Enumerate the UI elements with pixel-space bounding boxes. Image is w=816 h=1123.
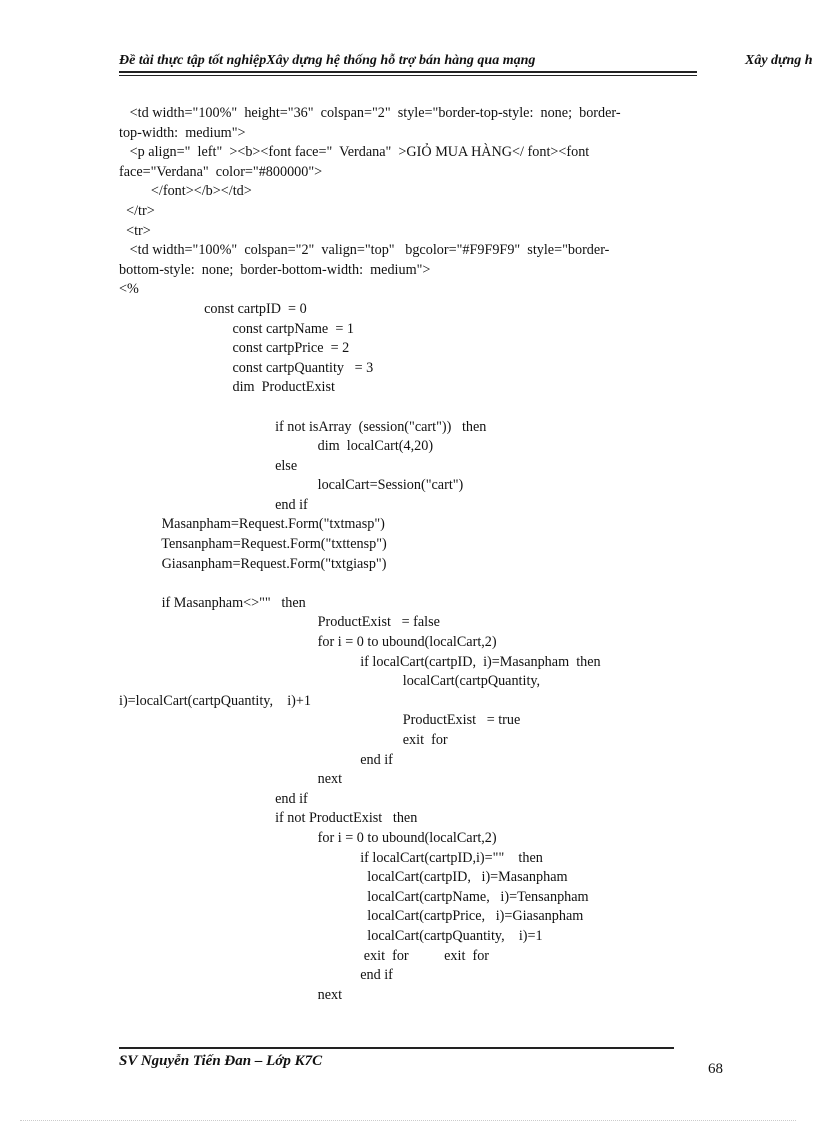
code-line: if localCart(cartpID, i)=Masanpham then (119, 653, 601, 670)
code-line: const cartpQuantity = 3 (119, 359, 374, 376)
code-line: dim ProductExist (119, 379, 335, 396)
page-edge-dotted-line (20, 1120, 796, 1121)
code-line: <p align=" left" ><b><font face=" Verdana" >GIỎ MUA HÀNG</ font><font (119, 144, 590, 161)
code-line: end if (119, 790, 308, 807)
code-line: next (119, 771, 343, 788)
code-line: Giasanpham=Request.Form("txtgiasp") (119, 555, 387, 572)
code-line: if not ProductExist then (119, 810, 418, 827)
header-title: Đề tài thực tập tốt nghiệpXây dựng hệ thống hỗ trợ bán hàng qua mạng (119, 53, 536, 68)
code-line: i)=localCart(cartpQuantity, i)+1 (119, 692, 311, 709)
code-line: const cartpID = 0 (119, 300, 307, 317)
code-line: <td width="100%" colspan="2" valign="top" bgcolor="#F9F9F9" style="border- (119, 242, 610, 259)
code-line: localCart(cartpPrice, i)=Giasanpham (119, 908, 584, 925)
code-line: localCart(cartpQuantity, (119, 673, 541, 690)
code-line: end if (119, 496, 308, 513)
code-line: dim localCart(4,20) (119, 438, 434, 455)
code-line: const cartpPrice = 2 (119, 340, 350, 357)
code-line: next (119, 986, 343, 1003)
code-line: <td width="100%" height="36" colspan="2" style="border-top-style: none; border- (119, 105, 621, 121)
footer-author: SV Nguyễn Tiến Đan – Lớp K7C (119, 1053, 323, 1069)
code-line: <tr> (119, 222, 151, 239)
code-line: if localCart(cartpID,i)="" then (119, 849, 543, 866)
code-line (119, 574, 679, 594)
code-line: end if (119, 751, 393, 768)
code-line: localCart(cartpName, i)=Tensanpham (119, 888, 589, 905)
code-line: if Masanpham<>"" then (119, 594, 306, 611)
code-line: face="Verdana" color="#800000"> (119, 163, 323, 180)
code-line: </font></b></td> (119, 183, 252, 200)
code-line: ProductExist = true (119, 712, 521, 729)
code-line: localCart=Session("cart") (119, 477, 464, 494)
code-line: else (119, 457, 298, 474)
code-listing (119, 104, 679, 1005)
code-line: for i = 0 to ubound(localCart,2) (119, 829, 497, 846)
code-line (119, 398, 679, 418)
code-line: Tensanpham=Request.Form("txttensp") (119, 536, 387, 553)
code-line: Masanpham=Request.Form("txtmasp") (119, 516, 385, 533)
code-line: ProductExist = false (119, 614, 440, 631)
code-line: for i = 0 to ubound(localCart,2) (119, 634, 497, 651)
code-line: <% (119, 281, 139, 298)
code-line: exit for exit for (119, 947, 490, 964)
code-line: localCart(cartpQuantity, i)=1 (119, 927, 543, 944)
code-line: exit for (119, 732, 448, 748)
code-line: top-width: medium"> (119, 124, 246, 141)
page-number: 68 (708, 1061, 723, 1077)
code-line: if not isArray (session("cart")) then (119, 418, 487, 435)
header-rule-thin (119, 75, 697, 76)
footer-rule (119, 1047, 674, 1049)
header-rule (119, 71, 697, 73)
code-line: </tr> (119, 202, 155, 219)
code-line: const cartpName = 1 (119, 320, 354, 337)
code-line: end if (119, 967, 393, 984)
header-title-right: Xây dựng h (745, 53, 813, 68)
code-line: bottom-style: none; border-bottom-width: medium"> (119, 261, 431, 278)
code-line: localCart(cartpID, i)=Masanpham (119, 869, 568, 886)
